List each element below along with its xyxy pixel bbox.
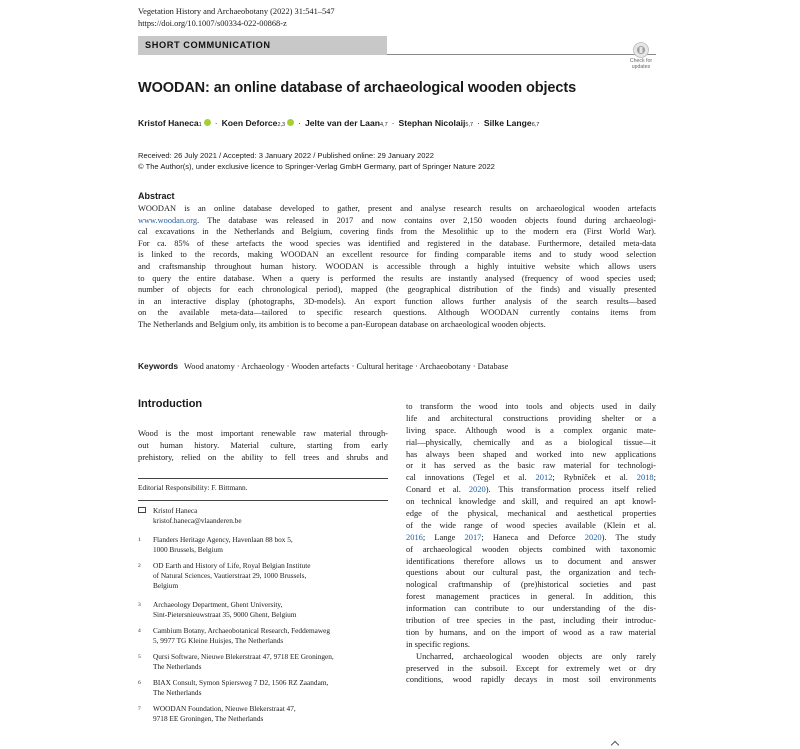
- affiliation-line: 9718 EE Groningen, The Netherlands: [153, 714, 264, 723]
- abstract-line: on the available meta-data—tailored to specific research questions. Although WOODAN currently contains items from: [138, 308, 656, 318]
- citation-link[interactable]: 2016: [406, 531, 423, 542]
- body-line: nological craftmanship of (pre)historical societies and past: [406, 579, 656, 590]
- affiliation-line: Qursi Software, Nieuwe Blekerstraat 47, 9718 EE Groningen,: [153, 652, 334, 661]
- affiliation-line: Flanders Heritage Agency, Havenlaan 88 box 5,: [153, 535, 293, 544]
- introduction-heading: Introduction: [138, 398, 203, 410]
- abstract-line: cal excavations in the Netherlands and Belgium, covering finds from the Mesolithic up to the modern era (First World War).: [138, 227, 656, 237]
- body-line: tion by humans, and on the import of wood as a raw material: [406, 626, 656, 637]
- abstract-line: For ca. 85% of these artefacts the wood species was identified and registered in the database. Furthermore, detailed meta-data: [138, 238, 656, 248]
- body-line: of the wide range of wood species available (Klein et al.: [406, 519, 656, 530]
- abstract-line: and craftsmanship throughout human history. WOODAN is accessible through a highly intuitive website which allows users: [138, 261, 656, 271]
- body-line: questions about our cultural past, the organization and tech-: [406, 567, 656, 578]
- citation-link[interactable]: 2017: [464, 531, 482, 542]
- body-line: information can contribute to our understanding of the dis-: [406, 603, 656, 614]
- keywords-heading: Keywords: [138, 361, 179, 371]
- affiliation-number: 7: [138, 706, 141, 712]
- corresponding-author: [138, 506, 388, 528]
- affiliation-number: 5: [138, 654, 141, 660]
- author-separator: ·: [298, 118, 301, 128]
- affiliation-line: 5, 9977 TG Kleine Huisjes, The Netherlands: [153, 636, 284, 645]
- affiliation-number: 6: [138, 680, 141, 686]
- abstract-line: number of objects for each chronological period), mapped (the geographical distribution of the finds) and visually presented: [138, 285, 656, 295]
- body-line: to transform the wood into tools and objects used in daily: [406, 401, 656, 411]
- body-line: Wood is the most important renewable raw material through-: [138, 428, 388, 438]
- abstract-line: The Netherlands and Belgium only, its ambition is to become a pan-European database on archaeological wooden objects.: [138, 319, 546, 329]
- author-separator: ·: [477, 118, 480, 128]
- body-line: [406, 532, 656, 544]
- intro-left-column: [138, 428, 388, 464]
- body-text: ; Haneca and Deforce: [481, 531, 585, 542]
- copyright-line: © The Author(s), under exclusive licence to Springer-Verlag GmbH Germany, part of Springer Nature 2022: [138, 162, 495, 171]
- citation-link[interactable]: 2018: [636, 472, 654, 483]
- body-line: or it has served as the basic raw material for technologi-: [406, 460, 656, 471]
- author-name[interactable]: Silke Lange: [483, 118, 532, 128]
- affiliation-line: The Netherlands: [153, 662, 202, 671]
- body-line: living space. Although wood is a complex organic mate-: [406, 424, 656, 435]
- abstract-body: [138, 203, 656, 331]
- envelope-icon: [138, 507, 146, 513]
- affiliation-number: 2: [138, 563, 141, 569]
- body-line: preserved in the subsoil. Except for extremely wet or dry: [406, 662, 656, 673]
- body-text: ; Rybníček et al.: [552, 472, 637, 483]
- affiliation-line: WOODAN Foundation, Nieuwe Blekerstraat 47,: [153, 704, 296, 713]
- citation-link[interactable]: 2020: [584, 531, 602, 542]
- body-line: tribution of tree species in the past, including their introduc-: [406, 615, 656, 626]
- paper-title: WOODAN: an online database of archaeological wooden objects: [138, 80, 577, 96]
- body-line: forest management practices in general. In addition, this: [406, 591, 656, 602]
- website-link[interactable]: www.woodan.org: [138, 215, 198, 225]
- body-line: conditions, wood rapidly decays in most soil environments: [406, 674, 656, 685]
- body-text: cal innovations (Tegel et al.: [406, 472, 536, 483]
- author-separator: ·: [391, 118, 395, 128]
- orcid-icon[interactable]: [204, 119, 211, 126]
- abstract-heading: Abstract: [138, 191, 175, 201]
- body-line: life and architectural constructions providing shelter or a: [406, 412, 656, 423]
- journal-citation: Vegetation History and Archaeobotany (2022) 31:541–547: [138, 7, 335, 16]
- keywords: [138, 361, 508, 371]
- body-line: out human history. Material culture, starting from early: [138, 439, 388, 450]
- body-text: ; Lange: [422, 531, 465, 542]
- affiliation-line: Archaeology Department, Ghent University,: [153, 600, 283, 609]
- publication-dates: [138, 150, 495, 172]
- body-line: prehistory, relied on the ability to fell trees and shrubs and: [138, 451, 388, 462]
- body-line: in specific regions.: [406, 638, 470, 649]
- affiliation-number: 3: [138, 602, 141, 608]
- body-text: Conard et al.: [406, 484, 469, 495]
- abstract-text: . The database was released in 2017 and now contains over 2,150 wooden objects found during archaeologi-: [197, 215, 656, 225]
- author-affil-sup: 1: [198, 122, 202, 128]
- body-line: edge of the physical, mechanical and aesthetical properties: [406, 508, 656, 519]
- body-line: identifications therefore allows us to document and answer: [406, 555, 656, 566]
- corresponding-name: Kristof Haneca: [153, 506, 198, 515]
- affiliation-number: 1: [138, 537, 141, 543]
- footnote-rule: [138, 478, 388, 479]
- abstract-line: WOODAN is an online database developed to gather, present and analyse research results on archaeological wooden artefacts: [138, 204, 656, 213]
- affiliation-line: The Netherlands: [153, 688, 202, 697]
- doi-link[interactable]: https://doi.org/10.1007/s00334-022-00868-z: [138, 19, 287, 28]
- affiliation-line: Belgium: [153, 581, 179, 590]
- body-line: on technical knowledge and skill, and required an apt knowl-: [406, 496, 656, 507]
- body-line: [406, 484, 656, 496]
- intro-right-column: [406, 401, 656, 686]
- citation-link[interactable]: 2020: [468, 484, 486, 495]
- body-text: ). This transformation process itself relied: [485, 484, 656, 495]
- orcid-icon[interactable]: [287, 119, 294, 126]
- author-separator: ·: [214, 118, 218, 128]
- dates-line: Received: 26 July 2021 / Accepted: 3 January 2022 / Published online: 29 January 2022: [138, 151, 434, 160]
- corresponding-email[interactable]: kristof.haneca@vlaanderen.be: [153, 516, 242, 525]
- section-label: SHORT COMMUNICATION: [138, 36, 387, 55]
- affiliation-line: 1000 Brussels, Belgium: [153, 545, 223, 554]
- body-text: ). The study: [601, 531, 656, 542]
- author-name[interactable]: Jelte van der Laan: [305, 118, 380, 128]
- affiliation-line: of Natural Sciences, Vautierstraat 29, 1000 Brussels,: [153, 571, 307, 580]
- abstract-line: is linked to the records, making WOODAN an excellent resource for finding comparable items and to study wood selection: [138, 250, 656, 260]
- body-line: has always been shaped and worked into new applications: [406, 448, 656, 459]
- abstract-line: to query the entire database. When a query is performed the results are instantly analysed (frequency of wood species used;: [138, 273, 656, 283]
- body-line: [406, 472, 656, 484]
- editorial-responsibility: Editorial Responsibility: F. Bittmann.: [138, 483, 248, 492]
- author-name[interactable]: Koen Deforce: [221, 118, 278, 128]
- affiliation-line: OD Earth and History of Life, Royal Belgian Institute: [153, 561, 311, 570]
- body-text: ;: [653, 472, 656, 483]
- abstract-line: in an interactive display (photographs, 3D-models). An export function allows further analysis of the search results—based: [138, 296, 656, 306]
- author-affil-sup: 6,7: [531, 122, 540, 128]
- body-line: Uncharred, archaeological wooden objects are only rarely: [416, 650, 656, 661]
- header-rule: [387, 54, 656, 55]
- citation-link[interactable]: 2012: [535, 472, 553, 483]
- author-name[interactable]: Kristof Haneca: [138, 118, 199, 128]
- affiliation-line: BIAX Consult, Symon Spiersweg 7 D2, 1506 RZ Zaandam,: [153, 678, 329, 687]
- author-affil-sup: 5,7: [465, 122, 474, 128]
- author-list: [138, 118, 539, 128]
- affiliation-line: Sint-Pietersnieuwstraat 35, 9000 Ghent, Belgium: [153, 610, 297, 619]
- affiliation-line: Cambium Botany, Archaeobotanical Research, Feddemaweg: [153, 626, 331, 635]
- crossmark-label[interactable]: Check for updates: [629, 58, 653, 70]
- body-line: rial—physically, chemically and as a biological tissue—it: [406, 436, 656, 447]
- abstract-line: [138, 215, 656, 227]
- affiliation-number: 4: [138, 628, 141, 634]
- body-line: of archaeological wooden objects combined with taxonomic: [406, 543, 656, 554]
- keywords-list: Wood anatomy · Archaeology · Wooden artefacts · Cultural heritage · Archaeobotany · Database: [184, 362, 509, 371]
- author-affil-sup: 2,3: [277, 122, 286, 128]
- corresponding-text: [153, 506, 242, 526]
- footnote-rule: [138, 500, 388, 501]
- author-name[interactable]: Stephan Nicolaij: [398, 118, 466, 128]
- author-affil-sup: 4,7: [380, 122, 388, 128]
